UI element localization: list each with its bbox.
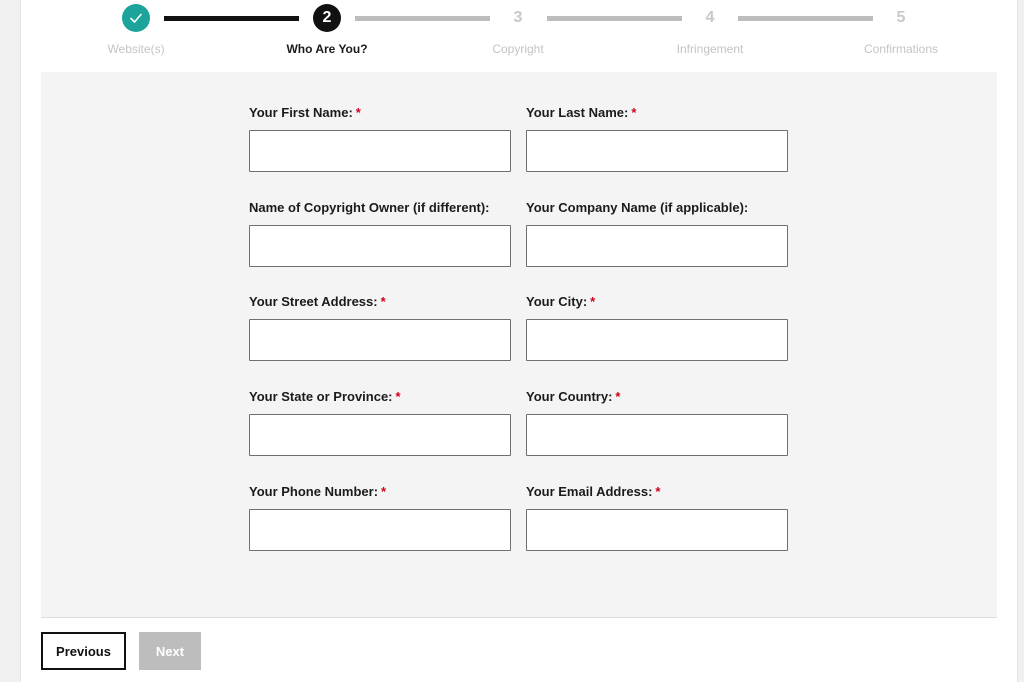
copyright-owner-input[interactable]: [249, 225, 511, 267]
email-address-input[interactable]: [526, 509, 788, 551]
first-name-input[interactable]: [249, 130, 511, 172]
city-input[interactable]: [526, 319, 788, 361]
required-marker: *: [615, 389, 621, 404]
street-address-input[interactable]: [249, 319, 511, 361]
required-marker: *: [655, 484, 661, 499]
country-input[interactable]: [526, 414, 788, 456]
step-connector-2: [355, 16, 490, 21]
step-4-label: Infringement: [676, 42, 744, 56]
step-3-label: Copyright: [492, 42, 544, 56]
last-name-label: Your Last Name: *: [526, 105, 637, 120]
state-province-field: [249, 388, 511, 456]
who-are-you-form: [41, 72, 997, 618]
required-marker: *: [381, 484, 387, 499]
phone-number-input[interactable]: [249, 509, 511, 551]
step-connector-4: [738, 16, 873, 21]
next-button[interactable]: Next: [139, 632, 201, 670]
required-marker: *: [395, 389, 401, 404]
company-name-field: [526, 199, 788, 267]
last-name-field: [526, 104, 788, 172]
step-2-number: 2: [322, 9, 332, 26]
state-province-label: Your State or Province: *: [249, 389, 401, 404]
city-label: Your City: *: [526, 294, 596, 309]
last-name-input[interactable]: [526, 130, 788, 172]
progress-stepper: [21, 0, 1017, 70]
required-marker: *: [631, 105, 637, 120]
phone-number-field: [249, 483, 511, 551]
step-1-complete[interactable]: [122, 4, 150, 32]
step-5-number: 5: [896, 9, 906, 26]
street-address-label: Your Street Address: *: [249, 294, 386, 309]
required-marker: *: [380, 294, 386, 309]
country-label: Your Country: *: [526, 389, 621, 404]
step-2-current: [313, 4, 341, 32]
street-address-field: [249, 293, 511, 361]
step-2-label: Who Are You?: [286, 42, 368, 56]
copyright-owner-label: Name of Copyright Owner (if different):: [249, 200, 490, 215]
checkmark-icon: [129, 11, 143, 25]
form-card: [20, 0, 1018, 682]
country-field: [526, 388, 788, 456]
first-name-label: Your First Name: *: [249, 105, 361, 120]
step-connector-3: [547, 16, 682, 21]
step-3-number: 3: [513, 9, 523, 26]
city-field: [526, 293, 788, 361]
email-address-label: Your Email Address: *: [526, 484, 661, 499]
state-province-input[interactable]: [249, 414, 511, 456]
required-marker: *: [355, 105, 361, 120]
company-name-input[interactable]: [526, 225, 788, 267]
step-connector-1: [164, 16, 299, 21]
step-4-number: 4: [705, 9, 715, 26]
step-5-label: Confirmations: [863, 42, 939, 56]
email-address-field: [526, 483, 788, 551]
previous-button[interactable]: Previous: [41, 632, 126, 670]
phone-number-label: Your Phone Number: *: [249, 484, 387, 499]
company-name-label: Your Company Name (if applicable):: [526, 200, 749, 215]
first-name-field: [249, 104, 511, 172]
required-marker: *: [590, 294, 596, 309]
step-1-label: Website(s): [107, 42, 165, 56]
copyright-owner-field: [249, 199, 511, 267]
